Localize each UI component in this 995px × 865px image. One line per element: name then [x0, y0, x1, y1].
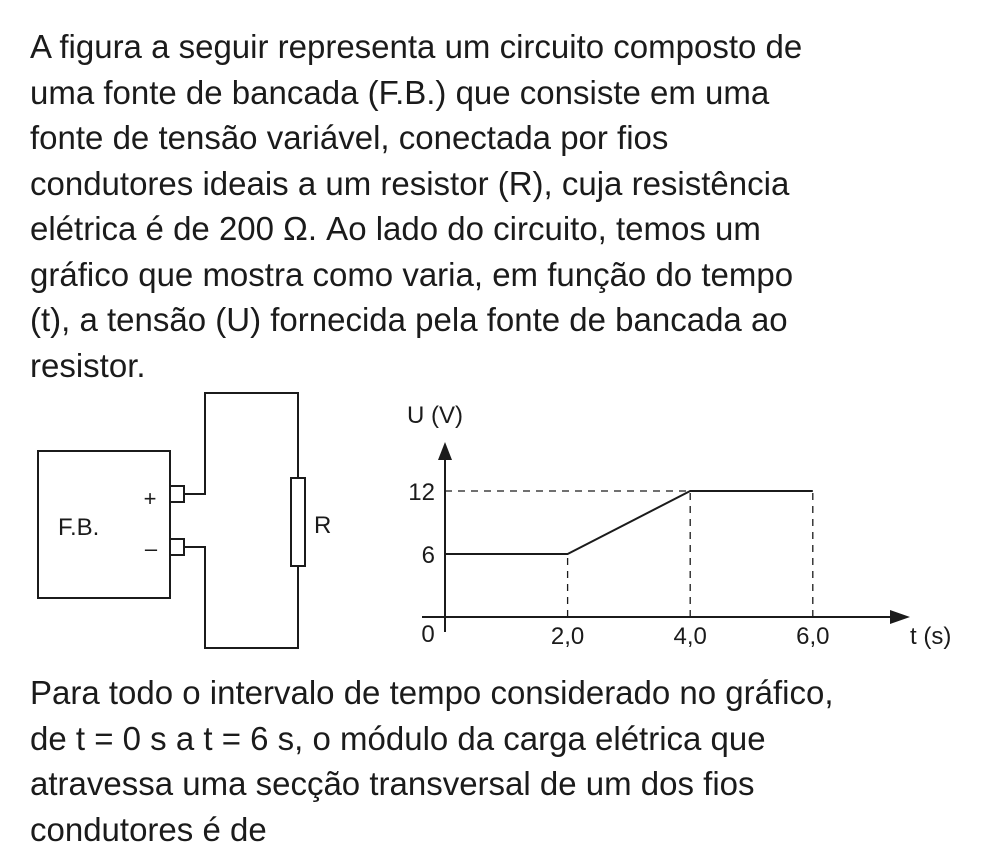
wire-top [184, 393, 298, 494]
intro-line: elétrica é de 200 Ω. Ao lado do circuito, temos um [30, 210, 761, 247]
intro-line: uma fonte de bancada (F.B.) que consiste em uma [30, 73, 770, 111]
series-line [445, 491, 813, 554]
voltage-time-graph [407, 402, 951, 650]
question-line: atravessa uma secção transversal de um dos fios [30, 765, 755, 802]
question-line: condutores é de [30, 810, 267, 848]
tick-labels [408, 479, 829, 650]
intro-paragraph [30, 24, 980, 388]
minus-sign: – [144, 536, 158, 561]
series-group [445, 491, 813, 554]
intro-line: fonte de tensão variável, conectada por fios [30, 119, 669, 156]
wire-bottom [184, 547, 298, 648]
resistor [291, 478, 305, 566]
negative-terminal [170, 539, 184, 555]
y-tick-label: 6 [421, 542, 435, 569]
resistor-label: R [314, 512, 332, 539]
question-paragraph [30, 670, 980, 852]
intro-line: resistor. [30, 346, 146, 384]
y-tick-label: 12 [408, 479, 435, 506]
y-axis-title: U (V) [407, 402, 463, 429]
x-axis-arrow [890, 610, 910, 624]
intro-line: (t), a tensão (U) fornecida pela fonte de bancada ao [30, 301, 788, 338]
y-axis-arrow [438, 442, 452, 460]
x-axis-title: t (s) [910, 623, 952, 650]
x-tick-label: 4,0 [673, 623, 707, 650]
question-line: Para todo o intervalo de tempo considerado no gráfico, [30, 674, 834, 711]
x-tick-label: 2,0 [550, 623, 585, 650]
intro-line: condutores ideais a um resistor (R), cuja resistência [30, 164, 790, 202]
x-tick-label: 6,0 [796, 623, 830, 650]
source-label: F.B. [58, 514, 100, 541]
origin-label: 0 [421, 621, 435, 648]
plus-sign: + [143, 486, 157, 511]
intro-line: A figura a seguir representa um circuito composto de [30, 28, 803, 65]
question-line: de t = 0 s a t = 6 s, o módulo da carga elétrica que [30, 719, 766, 757]
intro-line: gráfico que mostra como varia, em função do tempo [30, 255, 794, 293]
figure [0, 380, 995, 665]
positive-terminal [170, 486, 184, 502]
